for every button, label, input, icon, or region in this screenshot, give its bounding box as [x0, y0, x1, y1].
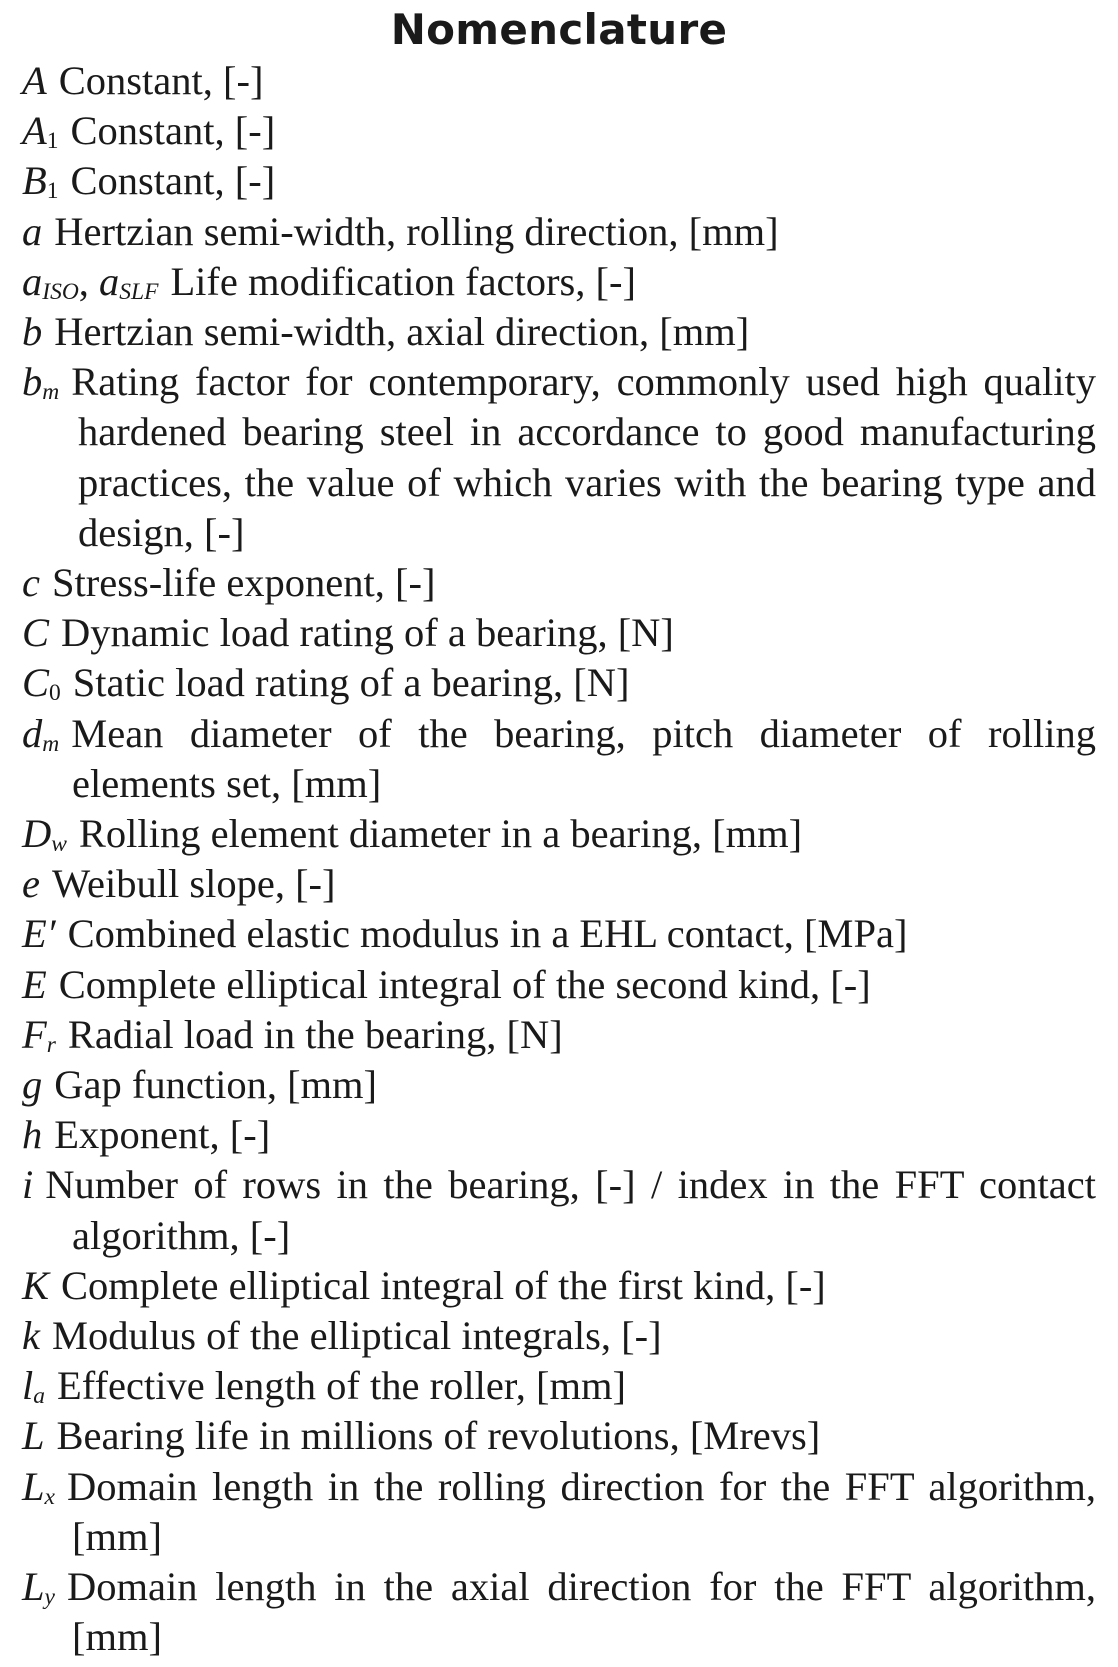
entry-symbol: $a_{ISO}$, $a_{SLF}$ — [22, 258, 159, 306]
nomenclature-entry — [22, 1562, 1096, 1662]
entry-symbol: k — [22, 1313, 40, 1359]
nomenclature-entry — [22, 608, 1096, 658]
nomenclature-entry — [22, 1110, 1096, 1160]
entry-symbol: h — [22, 1112, 43, 1158]
nomenclature-entry — [22, 207, 1096, 257]
nomenclature-entry — [22, 1160, 1096, 1260]
entry-symbol: C — [22, 610, 50, 656]
nomenclature-entry — [22, 658, 1096, 708]
entry-symbol: $l_a$ — [22, 1363, 46, 1410]
entry-symbol: $L_x$ — [22, 1463, 55, 1510]
entry-symbol: $F_r$ — [22, 1011, 56, 1059]
nomenclature-entry — [22, 1261, 1096, 1311]
nomenclature-entry — [22, 106, 1096, 156]
nomenclature-list — [22, 56, 1096, 1663]
entry-description: Constant, [-] — [70, 108, 276, 154]
entry-description: Static load rating of a bearing, [N] — [72, 660, 630, 706]
entry-symbol: L — [22, 1413, 45, 1459]
entry-symbol: $L_y$ — [22, 1564, 55, 1611]
nomenclature-entry — [22, 960, 1096, 1010]
nomenclature-entry — [22, 859, 1096, 909]
entry-description: Stress-life exponent, [-] — [51, 560, 436, 606]
entry-description: Bearing life in millions of revolutions, [Mrevs] — [56, 1413, 821, 1459]
entry-description: Mean diameter of the bearing, pitch diameter of rolling elements set, [mm] — [71, 710, 1096, 806]
entry-description: Gap function, [mm] — [54, 1062, 378, 1108]
entry-description: Radial load in the bearing, [N] — [67, 1011, 563, 1057]
entry-symbol: E′ — [22, 911, 56, 957]
nomenclature-entry — [22, 156, 1096, 206]
entry-symbol: e — [22, 861, 40, 907]
nomenclature-entry — [22, 558, 1096, 608]
nomenclature-entry — [22, 709, 1096, 809]
nomenclature-entry — [22, 357, 1096, 558]
entry-symbol: K — [22, 1262, 50, 1308]
nomenclature-entry — [22, 56, 1096, 106]
entry-description: Weibull slope, [-] — [51, 861, 336, 907]
entry-symbol: $D_w$ — [22, 811, 67, 858]
nomenclature-entry — [22, 1010, 1096, 1060]
page-title: Nomenclature — [390, 5, 728, 54]
entry-symbol: a — [22, 208, 43, 254]
nomenclature-entry — [22, 1411, 1096, 1461]
nomenclature-entry — [22, 809, 1096, 859]
entry-description: Dynamic load rating of a bearing, [N] — [61, 610, 674, 656]
nomenclature-entry — [22, 909, 1096, 959]
entry-description: Hertzian semi-width, axial direction, [mm] — [54, 309, 750, 355]
entry-description: Domain length in the axial direction for the FFT algorithm, [mm] — [66, 1564, 1096, 1660]
entry-symbol: b — [22, 309, 43, 355]
entry-description: Complete elliptical integral of the second kind, [-] — [58, 961, 871, 1007]
entry-symbol: $d_m$ — [22, 710, 60, 757]
entry-description: Number of rows in the bearing, [-] / index in the FFT contact algorithm, [-] — [45, 1162, 1096, 1258]
nomenclature-entry — [22, 1462, 1096, 1562]
entry-symbol: $B_1$ — [22, 158, 59, 205]
entry-description: Effective length of the roller, [mm] — [57, 1363, 626, 1409]
entry-description: Modulus of the elliptical integrals, [-] — [51, 1313, 662, 1359]
entry-description: Rolling element diameter in a bearing, [mm] — [78, 811, 803, 857]
entry-description: Hertzian semi-width, rolling direction, [mm] — [54, 208, 779, 254]
entry-description: Constant, [-] — [58, 58, 264, 103]
entry-symbol: i — [22, 1162, 34, 1208]
entry-description: Combined elastic modulus in a EHL contact, [MPa] — [67, 911, 908, 957]
nomenclature-entry — [22, 1361, 1096, 1411]
nomenclature-entry — [22, 1311, 1096, 1361]
entry-description: Life modification factors, [-] — [170, 258, 636, 304]
entry-symbol: $C_0$ — [22, 660, 61, 707]
entry-symbol: g — [22, 1062, 43, 1108]
nomenclature-entry — [22, 307, 1096, 357]
entry-symbol: E — [22, 961, 47, 1007]
nomenclature-entry — [22, 1060, 1096, 1110]
entry-symbol: $b_m$ — [22, 359, 60, 406]
entry-description: Constant, [-] — [70, 158, 276, 204]
entry-description: Domain length in the rolling direction for the FFT algorithm, [mm] — [66, 1463, 1096, 1559]
entry-symbol: $A_1$ — [22, 108, 59, 155]
nomenclature-entry — [22, 257, 1096, 307]
entry-description: Exponent, [-] — [54, 1112, 271, 1158]
entry-symbol: c — [22, 560, 40, 606]
entry-description: Complete elliptical integral of the first kind, [-] — [61, 1262, 826, 1308]
entry-description: Rating factor for contemporary, commonly used high quality hardened bearing steel in accordance to good manufacturing practices, the value of which varies with the bearing type and design, [-] — [71, 359, 1096, 555]
entry-symbol: A — [22, 58, 47, 103]
